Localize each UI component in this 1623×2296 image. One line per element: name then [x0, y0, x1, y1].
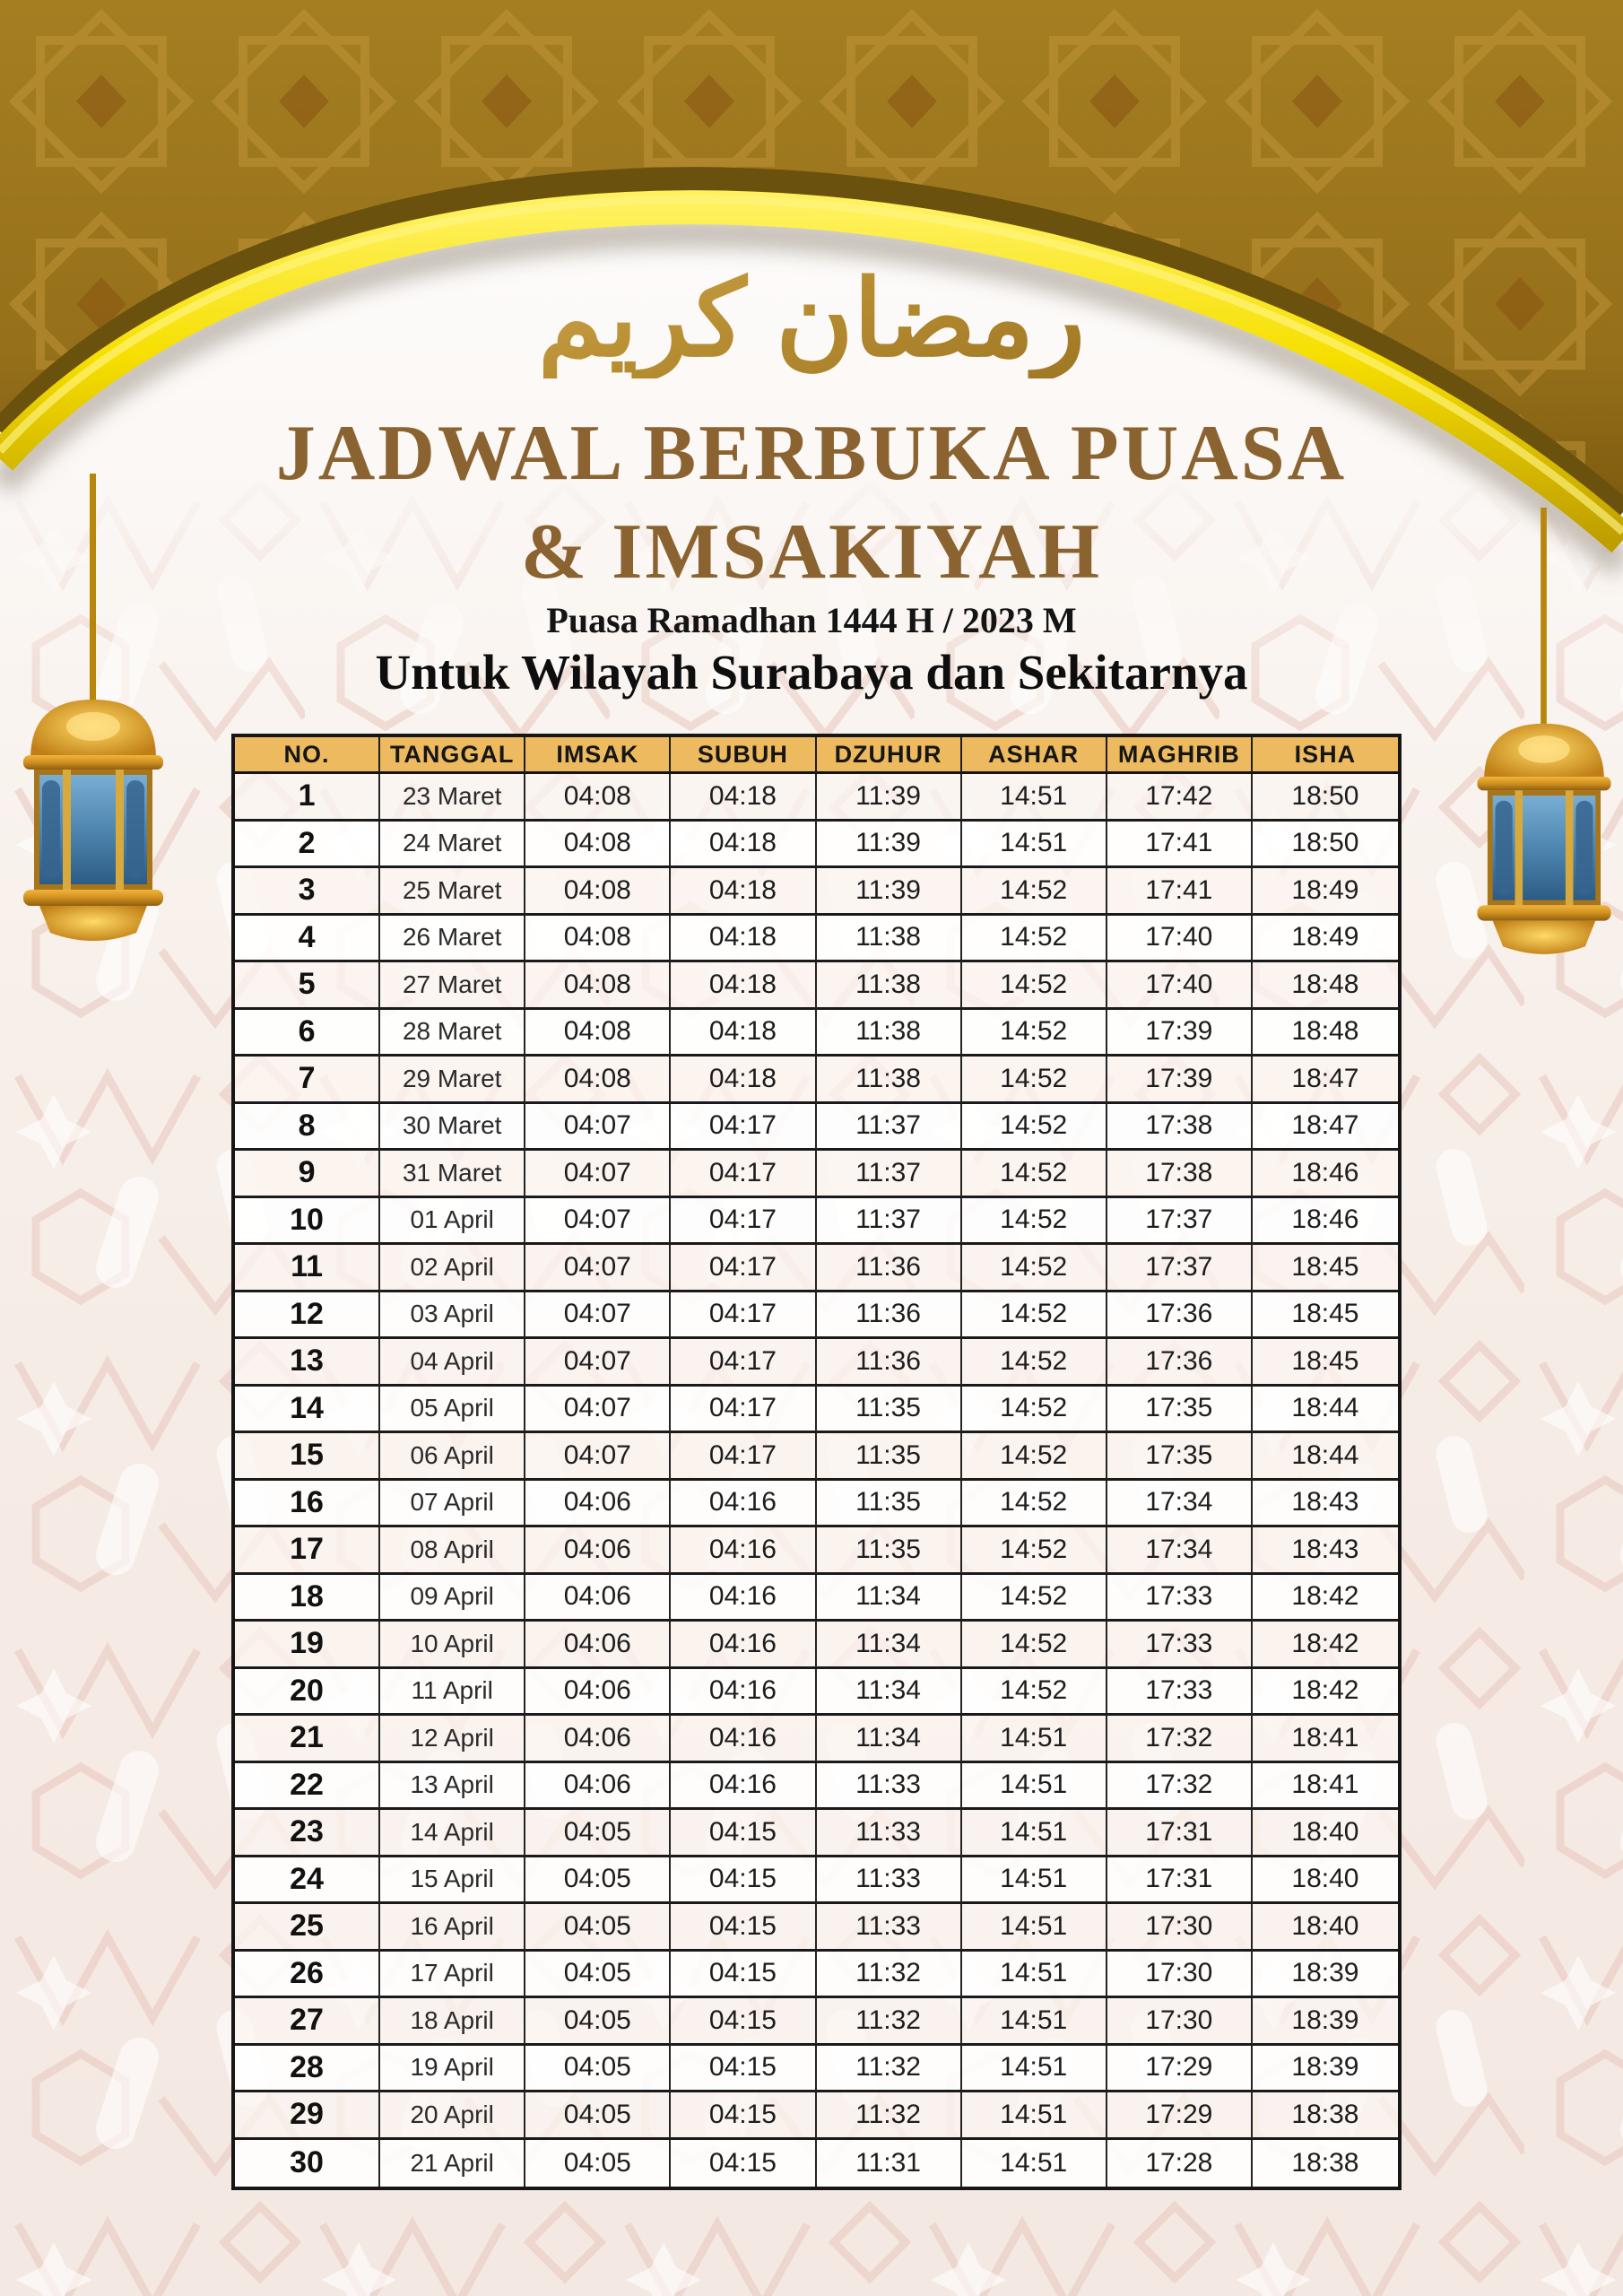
ashar-cell: 14:51 — [962, 822, 1107, 869]
date-cell: 30 Maret — [380, 1104, 525, 1152]
date-cell: 25 Maret — [380, 868, 525, 916]
imsak-cell: 04:06 — [525, 1527, 671, 1575]
table-row — [235, 1151, 1398, 1198]
no-cell: 22 — [235, 1763, 380, 1811]
ashar-cell: 14:51 — [962, 1716, 1107, 1763]
subuh-cell: 04:17 — [671, 1198, 816, 1246]
ashar-cell: 14:52 — [962, 1010, 1107, 1057]
no-cell: 24 — [235, 1857, 380, 1905]
dzuhur-cell: 11:38 — [817, 1010, 962, 1057]
imsak-cell: 04:06 — [525, 1716, 671, 1763]
dzuhur-cell: 11:37 — [817, 1151, 962, 1198]
ashar-cell: 14:52 — [962, 1387, 1107, 1434]
subuh-cell: 04:16 — [671, 1527, 816, 1575]
no-cell: 6 — [235, 1010, 380, 1057]
imsak-cell: 04:08 — [525, 774, 671, 822]
isha-cell: 18:47 — [1253, 1104, 1398, 1152]
imsak-cell: 04:06 — [525, 1669, 671, 1717]
ashar-cell: 14:51 — [962, 1857, 1107, 1905]
dzuhur-cell: 11:37 — [817, 1198, 962, 1246]
imsak-cell: 04:05 — [525, 2046, 671, 2093]
no-cell: 7 — [235, 1057, 380, 1104]
maghrib-cell: 17:33 — [1107, 1622, 1253, 1669]
subuh-cell: 04:18 — [671, 868, 816, 916]
ashar-cell: 14:52 — [962, 1527, 1107, 1575]
isha-cell: 18:39 — [1253, 2046, 1398, 2093]
no-cell: 8 — [235, 1104, 380, 1152]
date-cell: 06 April — [380, 1433, 525, 1481]
ashar-cell: 14:52 — [962, 1481, 1107, 1528]
isha-cell: 18:45 — [1253, 1245, 1398, 1292]
date-cell: 10 April — [380, 1622, 525, 1669]
ashar-cell: 14:51 — [962, 1998, 1107, 2046]
dzuhur-cell: 11:36 — [817, 1292, 962, 1340]
table-row — [235, 2092, 1398, 2140]
isha-cell: 18:45 — [1253, 1339, 1398, 1387]
poster-region-line: Untuk Wilayah Surabaya dan Sekitarnya — [375, 645, 1248, 700]
column-header-ashar: ASHAR — [962, 737, 1107, 774]
column-header-subuh: SUBUH — [671, 737, 816, 774]
no-cell: 30 — [235, 2140, 380, 2187]
dzuhur-cell: 11:38 — [817, 916, 962, 963]
column-header-maghrib: MAGHRIB — [1107, 737, 1253, 774]
no-cell: 12 — [235, 1292, 380, 1340]
maghrib-cell: 17:38 — [1107, 1151, 1253, 1198]
table-row — [235, 1763, 1398, 1811]
subuh-cell: 04:16 — [671, 1481, 816, 1528]
ashar-cell: 14:52 — [962, 1292, 1107, 1340]
imsak-cell: 04:05 — [525, 2092, 671, 2140]
table-row — [235, 916, 1398, 963]
maghrib-cell: 17:28 — [1107, 2140, 1253, 2187]
ashar-cell: 14:52 — [962, 1198, 1107, 1246]
no-cell: 27 — [235, 1998, 380, 2046]
ashar-cell: 14:52 — [962, 1622, 1107, 1669]
isha-cell: 18:47 — [1253, 1057, 1398, 1104]
ashar-cell: 14:52 — [962, 1104, 1107, 1152]
ashar-cell: 14:51 — [962, 2092, 1107, 2140]
date-cell: 14 April — [380, 1810, 525, 1857]
imsak-cell: 04:06 — [525, 1622, 671, 1669]
imsak-cell: 04:07 — [525, 1198, 671, 1246]
dzuhur-cell: 11:32 — [817, 1998, 962, 2046]
maghrib-cell: 17:30 — [1107, 1952, 1253, 1999]
subuh-cell: 04:17 — [671, 1245, 816, 1292]
no-cell: 20 — [235, 1669, 380, 1717]
imsak-cell: 04:06 — [525, 1575, 671, 1622]
maghrib-cell: 17:29 — [1107, 2092, 1253, 2140]
table-row — [235, 868, 1398, 916]
isha-cell: 18:41 — [1253, 1763, 1398, 1811]
isha-cell: 18:50 — [1253, 822, 1398, 869]
dzuhur-cell: 11:32 — [817, 2046, 962, 2093]
dzuhur-cell: 11:39 — [817, 822, 962, 869]
dzuhur-cell: 11:33 — [817, 1857, 962, 1905]
table-row — [235, 2046, 1398, 2093]
no-cell: 2 — [235, 822, 380, 869]
no-cell: 28 — [235, 2046, 380, 2093]
subuh-cell: 04:18 — [671, 916, 816, 963]
column-header-tanggal: TANGGAL — [380, 737, 525, 774]
no-cell: 16 — [235, 1481, 380, 1528]
table-row — [235, 1339, 1398, 1387]
imsak-cell: 04:06 — [525, 1763, 671, 1811]
subuh-cell: 04:15 — [671, 1952, 816, 1999]
subuh-cell: 04:15 — [671, 2046, 816, 2093]
ashar-cell: 14:52 — [962, 1433, 1107, 1481]
date-cell: 09 April — [380, 1575, 525, 1622]
dzuhur-cell: 11:32 — [817, 1952, 962, 1999]
maghrib-cell: 17:36 — [1107, 1292, 1253, 1340]
maghrib-cell: 17:31 — [1107, 1857, 1253, 1905]
imsak-cell: 04:05 — [525, 1810, 671, 1857]
date-cell: 23 Maret — [380, 774, 525, 822]
table-row — [235, 1527, 1398, 1575]
maghrib-cell: 17:33 — [1107, 1575, 1253, 1622]
ashar-cell: 14:51 — [962, 1810, 1107, 1857]
imsak-cell: 04:07 — [525, 1245, 671, 1292]
isha-cell: 18:42 — [1253, 1669, 1398, 1717]
subuh-cell: 04:16 — [671, 1716, 816, 1763]
subuh-cell: 04:16 — [671, 1575, 816, 1622]
isha-cell: 18:48 — [1253, 1010, 1398, 1057]
date-cell: 19 April — [380, 2046, 525, 2093]
date-cell: 18 April — [380, 1998, 525, 2046]
date-cell: 17 April — [380, 1952, 525, 1999]
isha-cell: 18:39 — [1253, 1952, 1398, 1999]
maghrib-cell: 17:37 — [1107, 1198, 1253, 1246]
ashar-cell: 14:52 — [962, 1669, 1107, 1717]
ashar-cell: 14:51 — [962, 774, 1107, 822]
maghrib-cell: 17:34 — [1107, 1527, 1253, 1575]
imsak-cell: 04:07 — [525, 1387, 671, 1434]
subuh-cell: 04:15 — [671, 1998, 816, 2046]
isha-cell: 18:49 — [1253, 916, 1398, 963]
maghrib-cell: 17:32 — [1107, 1763, 1253, 1811]
dzuhur-cell: 11:35 — [817, 1433, 962, 1481]
no-cell: 1 — [235, 774, 380, 822]
subuh-cell: 04:15 — [671, 1810, 816, 1857]
dzuhur-cell: 11:35 — [817, 1481, 962, 1528]
no-cell: 29 — [235, 2092, 380, 2140]
maghrib-cell: 17:39 — [1107, 1010, 1253, 1057]
isha-cell: 18:46 — [1253, 1198, 1398, 1246]
dzuhur-cell: 11:39 — [817, 868, 962, 916]
maghrib-cell: 17:38 — [1107, 1104, 1253, 1152]
isha-cell: 18:40 — [1253, 1857, 1398, 1905]
dzuhur-cell: 11:33 — [817, 1763, 962, 1811]
dzuhur-cell: 11:32 — [817, 2092, 962, 2140]
imsak-cell: 04:07 — [525, 1151, 671, 1198]
table-row — [235, 1904, 1398, 1952]
imsak-cell: 04:08 — [525, 962, 671, 1010]
table-row — [235, 1575, 1398, 1622]
maghrib-cell: 17:37 — [1107, 1245, 1253, 1292]
no-cell: 15 — [235, 1433, 380, 1481]
ashar-cell: 14:52 — [962, 868, 1107, 916]
imsak-cell: 04:05 — [525, 1904, 671, 1952]
date-cell: 12 April — [380, 1716, 525, 1763]
table-row — [235, 1245, 1398, 1292]
no-cell: 17 — [235, 1527, 380, 1575]
isha-cell: 18:40 — [1253, 1810, 1398, 1857]
no-cell: 11 — [235, 1245, 380, 1292]
ashar-cell: 14:51 — [962, 1952, 1107, 1999]
maghrib-cell: 17:40 — [1107, 916, 1253, 963]
ashar-cell: 14:52 — [962, 962, 1107, 1010]
date-cell: 15 April — [380, 1857, 525, 1905]
table-body — [235, 774, 1398, 2187]
subuh-cell: 04:18 — [671, 962, 816, 1010]
table-row — [235, 1198, 1398, 1246]
no-cell: 18 — [235, 1575, 380, 1622]
maghrib-cell: 17:33 — [1107, 1669, 1253, 1717]
subuh-cell: 04:15 — [671, 2092, 816, 2140]
date-cell: 08 April — [380, 1527, 525, 1575]
no-cell: 23 — [235, 1810, 380, 1857]
maghrib-cell: 17:34 — [1107, 1481, 1253, 1528]
poster-title-line2: & IMSAKIYAH — [520, 509, 1103, 596]
ashar-cell: 14:51 — [962, 2046, 1107, 2093]
ashar-cell: 14:51 — [962, 1763, 1107, 1811]
dzuhur-cell: 11:35 — [817, 1387, 962, 1434]
table-row — [235, 822, 1398, 869]
table-row — [235, 1387, 1398, 1434]
maghrib-cell: 17:29 — [1107, 2046, 1253, 2093]
isha-cell: 18:41 — [1253, 1716, 1398, 1763]
no-cell: 5 — [235, 962, 380, 1010]
imsak-cell: 04:05 — [525, 2140, 671, 2187]
maghrib-cell: 17:32 — [1107, 1716, 1253, 1763]
table-row — [235, 2140, 1398, 2187]
dzuhur-cell: 11:34 — [817, 1575, 962, 1622]
imsak-cell: 04:05 — [525, 1952, 671, 1999]
dzuhur-cell: 11:33 — [817, 1810, 962, 1857]
imsak-cell: 04:08 — [525, 822, 671, 869]
subuh-cell: 04:16 — [671, 1763, 816, 1811]
isha-cell: 18:39 — [1253, 1998, 1398, 2046]
no-cell: 14 — [235, 1387, 380, 1434]
subuh-cell: 04:18 — [671, 822, 816, 869]
maghrib-cell: 17:35 — [1107, 1387, 1253, 1434]
table-row — [235, 1104, 1398, 1152]
ashar-cell: 14:52 — [962, 1339, 1107, 1387]
date-cell: 13 April — [380, 1763, 525, 1811]
dzuhur-cell: 11:34 — [817, 1669, 962, 1717]
maghrib-cell: 17:39 — [1107, 1057, 1253, 1104]
subuh-cell: 04:17 — [671, 1433, 816, 1481]
imsak-cell: 04:08 — [525, 1057, 671, 1104]
table-row — [235, 1622, 1398, 1669]
date-cell: 26 Maret — [380, 916, 525, 963]
imsak-cell: 04:08 — [525, 868, 671, 916]
date-cell: 11 April — [380, 1669, 525, 1717]
prayer-schedule-table — [231, 734, 1402, 2190]
no-cell: 4 — [235, 916, 380, 963]
maghrib-cell: 17:30 — [1107, 1904, 1253, 1952]
isha-cell: 18:38 — [1253, 2092, 1398, 2140]
date-cell: 27 Maret — [380, 962, 525, 1010]
dzuhur-cell: 11:37 — [817, 1104, 962, 1152]
isha-cell: 18:45 — [1253, 1292, 1398, 1340]
no-cell: 9 — [235, 1151, 380, 1198]
imsak-cell: 04:05 — [525, 1857, 671, 1905]
date-cell: 29 Maret — [380, 1057, 525, 1104]
subuh-cell: 04:17 — [671, 1292, 816, 1340]
table-row — [235, 1857, 1398, 1905]
no-cell: 26 — [235, 1952, 380, 1999]
ashar-cell: 14:52 — [962, 1151, 1107, 1198]
column-header-isha: ISHA — [1253, 737, 1398, 774]
subuh-cell: 04:15 — [671, 2140, 816, 2187]
maghrib-cell: 17:31 — [1107, 1810, 1253, 1857]
date-cell: 04 April — [380, 1339, 525, 1387]
date-cell: 07 April — [380, 1481, 525, 1528]
poster-title-line1: JADWAL BERBUKA PUASA — [275, 410, 1348, 497]
subuh-cell: 04:17 — [671, 1151, 816, 1198]
ashar-cell: 14:52 — [962, 1575, 1107, 1622]
dzuhur-cell: 11:39 — [817, 774, 962, 822]
ashar-cell: 14:51 — [962, 2140, 1107, 2187]
no-cell: 3 — [235, 868, 380, 916]
imsak-cell: 04:07 — [525, 1433, 671, 1481]
table-row — [235, 1810, 1398, 1857]
isha-cell: 18:44 — [1253, 1433, 1398, 1481]
imsak-cell: 04:08 — [525, 916, 671, 963]
isha-cell: 18:43 — [1253, 1481, 1398, 1528]
date-cell: 02 April — [380, 1245, 525, 1292]
table-row — [235, 1292, 1398, 1340]
table-row — [235, 1716, 1398, 1763]
subuh-cell: 04:15 — [671, 1857, 816, 1905]
imsak-cell: 04:06 — [525, 1481, 671, 1528]
no-cell: 21 — [235, 1716, 380, 1763]
date-cell: 24 Maret — [380, 822, 525, 869]
ashar-cell: 14:51 — [962, 1904, 1107, 1952]
table-row — [235, 1057, 1398, 1104]
subuh-cell: 04:16 — [671, 1622, 816, 1669]
poster-subtitle: Puasa Ramadhan 1444 H / 2023 M — [546, 600, 1077, 640]
isha-cell: 18:42 — [1253, 1575, 1398, 1622]
isha-cell: 18:42 — [1253, 1622, 1398, 1669]
column-header-imsak: IMSAK — [525, 737, 671, 774]
arabic-calligraphy: رمضان كريم — [0, 262, 1623, 378]
maghrib-cell: 17:36 — [1107, 1339, 1253, 1387]
dzuhur-cell: 11:34 — [817, 1716, 962, 1763]
ashar-cell: 14:52 — [962, 1245, 1107, 1292]
maghrib-cell: 17:41 — [1107, 822, 1253, 869]
dzuhur-cell: 11:34 — [817, 1622, 962, 1669]
imsak-cell: 04:07 — [525, 1104, 671, 1152]
subuh-cell: 04:18 — [671, 1010, 816, 1057]
imsak-cell: 04:07 — [525, 1339, 671, 1387]
isha-cell: 18:46 — [1253, 1151, 1398, 1198]
maghrib-cell: 17:30 — [1107, 1998, 1253, 2046]
dzuhur-cell: 11:35 — [817, 1527, 962, 1575]
table-row — [235, 1010, 1398, 1057]
no-cell: 13 — [235, 1339, 380, 1387]
dzuhur-cell: 11:31 — [817, 2140, 962, 2187]
table-row — [235, 1998, 1398, 2046]
maghrib-cell: 17:40 — [1107, 962, 1253, 1010]
isha-cell: 18:38 — [1291, 2147, 1359, 2178]
table-row — [235, 1481, 1398, 1528]
date-cell: 05 April — [380, 1387, 525, 1434]
subuh-cell: 04:17 — [671, 1387, 816, 1434]
maghrib-cell: 17:41 — [1107, 868, 1253, 916]
subuh-cell: 04:16 — [671, 1669, 816, 1717]
subuh-cell: 04:17 — [671, 1339, 816, 1387]
date-cell: 03 April — [380, 1292, 525, 1340]
date-cell: 21 April — [380, 2140, 525, 2187]
table-header-row — [235, 737, 1398, 774]
subuh-cell: 04:15 — [671, 1904, 816, 1952]
table-row — [235, 1433, 1398, 1481]
column-header-dzuhur: DZUHUR — [817, 737, 962, 774]
imsak-cell: 04:05 — [525, 1998, 671, 2046]
no-cell: 10 — [235, 1198, 380, 1246]
table-row — [235, 774, 1398, 822]
imsak-cell: 04:08 — [525, 1010, 671, 1057]
maghrib-cell: 17:35 — [1107, 1433, 1253, 1481]
imsak-cell: 04:07 — [525, 1292, 671, 1340]
isha-cell: 18:49 — [1253, 868, 1398, 916]
isha-cell: 18:50 — [1253, 774, 1398, 822]
date-cell: 20 April — [380, 2092, 525, 2140]
isha-cell: 18:48 — [1253, 962, 1398, 1010]
subuh-cell: 04:18 — [671, 774, 816, 822]
no-cell: 19 — [235, 1622, 380, 1669]
table-row — [235, 1669, 1398, 1717]
isha-cell: 18:44 — [1253, 1387, 1398, 1434]
subuh-cell: 04:17 — [671, 1104, 816, 1152]
date-cell: 01 April — [380, 1198, 525, 1246]
table-row — [235, 1952, 1398, 1999]
dzuhur-cell: 11:33 — [817, 1904, 962, 1952]
subuh-cell: 04:18 — [671, 1057, 816, 1104]
no-cell: 25 — [235, 1904, 380, 1952]
ashar-cell: 14:52 — [962, 916, 1107, 963]
date-cell: 28 Maret — [380, 1010, 525, 1057]
maghrib-cell: 17:42 — [1107, 774, 1253, 822]
ashar-cell: 14:52 — [962, 1057, 1107, 1104]
date-cell: 31 Maret — [380, 1151, 525, 1198]
dzuhur-cell: 11:38 — [817, 962, 962, 1010]
dzuhur-cell: 11:38 — [817, 1057, 962, 1104]
column-header-no: NO. — [235, 737, 380, 774]
date-cell: 16 April — [380, 1904, 525, 1952]
isha-cell: 18:43 — [1253, 1527, 1398, 1575]
dzuhur-cell: 11:36 — [817, 1245, 962, 1292]
dzuhur-cell: 11:36 — [817, 1339, 962, 1387]
isha-cell: 18:40 — [1253, 1904, 1398, 1952]
table-row — [235, 962, 1398, 1010]
